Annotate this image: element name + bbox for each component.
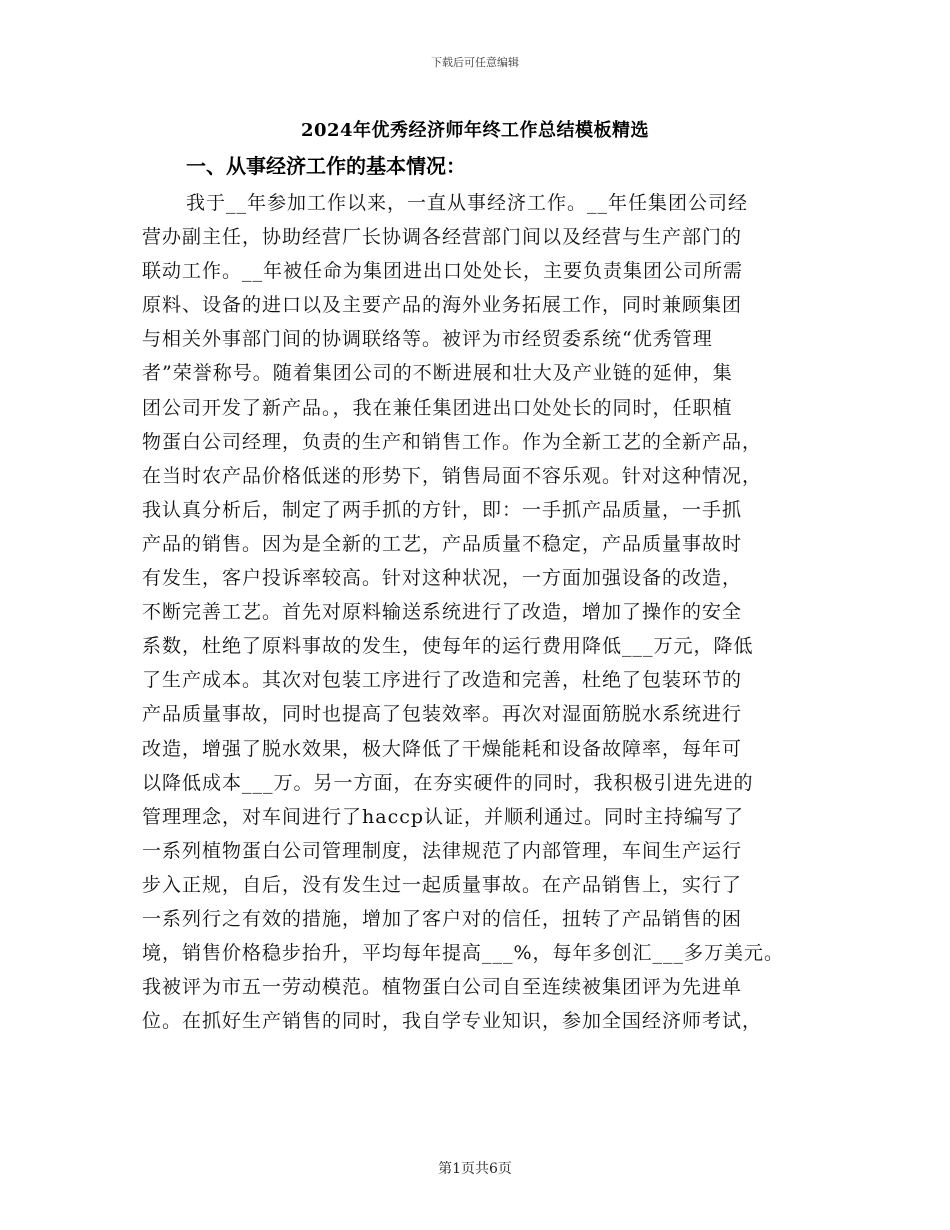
body-text xyxy=(142,186,832,1038)
body-line: 在当时农产品价格低迷的形势下，销售局面不容乐观。针对这种情况， xyxy=(142,464,763,487)
body-line: 产品的销售。因为是全新的工艺，产品质量不稳定，产品质量事故时 xyxy=(142,532,743,555)
body-line: 改造，增强了脱水效果，极大降低了干燥能耗和设备故障率，每年可 xyxy=(142,737,743,760)
body-line: 营办副主任，协助经营厂长协调各经营部门间以及经营与生产部门的 xyxy=(142,226,743,249)
body-line: 境，销售价格稳步抬升，平均每年提高___%，每年多创汇___多万美元。 xyxy=(142,942,785,965)
body-line: 与相关外事部门间的协调联络等。被评为市经贸委系统“优秀管理 xyxy=(142,328,713,351)
body-line: 者”荣誉称号。随着集团公司的不断进展和壮大及产业链的延伸，集 xyxy=(142,362,733,385)
section-heading: 一、从事经济工作的基本情况： xyxy=(186,154,466,178)
body-line: 团公司开发了新产品。，我在兼任集团进出口处处长的同时，任职植 xyxy=(142,396,733,419)
body-line: 位。在抓好生产销售的同时，我自学专业知识，参加全国经济师考试， xyxy=(142,1010,763,1033)
body-line: 我被评为市五一劳动模范。植物蛋白公司自至连续被集团评为先进单 xyxy=(142,976,743,999)
body-line: 系数，杜绝了原料事故的发生，使每年的运行费用降低___万元，降低 xyxy=(142,635,754,658)
body-line: 我于__年参加工作以来，一直从事经济工作。__年任集团公司经 xyxy=(186,192,749,214)
body-line: 原料、设备的进口以及主要产品的海外业务拓展工作，同时兼顾集团 xyxy=(142,294,743,317)
body-line: 产品质量事故，同时也提高了包装效率。再次对湿面筋脱水系统进行 xyxy=(142,703,743,726)
body-line: 一系列植物蛋白公司管理制度，法律规范了内部管理，车间生产运行 xyxy=(142,839,743,862)
body-line: 有发生，客户投诉率较高。针对这种状况，一方面加强设备的改造， xyxy=(142,567,743,590)
body-line: 不断完善工艺。首先对原料输送系统进行了改造，增加了操作的安全 xyxy=(142,601,743,624)
document-title: 2024年优秀经济师年终工作总结模板精选 xyxy=(300,120,650,141)
header-note: 下载后可任意编辑 xyxy=(431,56,519,69)
body-line: 以降低成本___万。另一方面，在夯实硬件的同时，我积极引进先进的 xyxy=(142,771,754,794)
body-line: 一系列行之有效的措施，增加了客户对的信任，扭转了产品销售的困 xyxy=(142,907,743,930)
body-line: 物蛋白公司经理，负责的生产和销售工作。作为全新工艺的全新产品， xyxy=(142,430,763,453)
body-line: 步入正规，自后，没有发生过一起质量事故。在产品销售上，实行了 xyxy=(142,873,743,896)
body-line: 管理理念，对车间进行了haccp认证，并顺利通过。同时主持编写了 xyxy=(142,805,745,828)
page-footer: 第1页共6页 xyxy=(438,1161,512,1177)
body-line: 我认真分析后，制定了两手抓的方针，即：一手抓产品质量，一手抓 xyxy=(142,498,743,521)
body-line: 联动工作。__年被任命为集团进出口处处长，主要负责集团公司所需 xyxy=(142,260,744,283)
body-line: 了生产成本。其次对包装工序进行了改造和完善，杜绝了包装环节的 xyxy=(142,669,743,692)
